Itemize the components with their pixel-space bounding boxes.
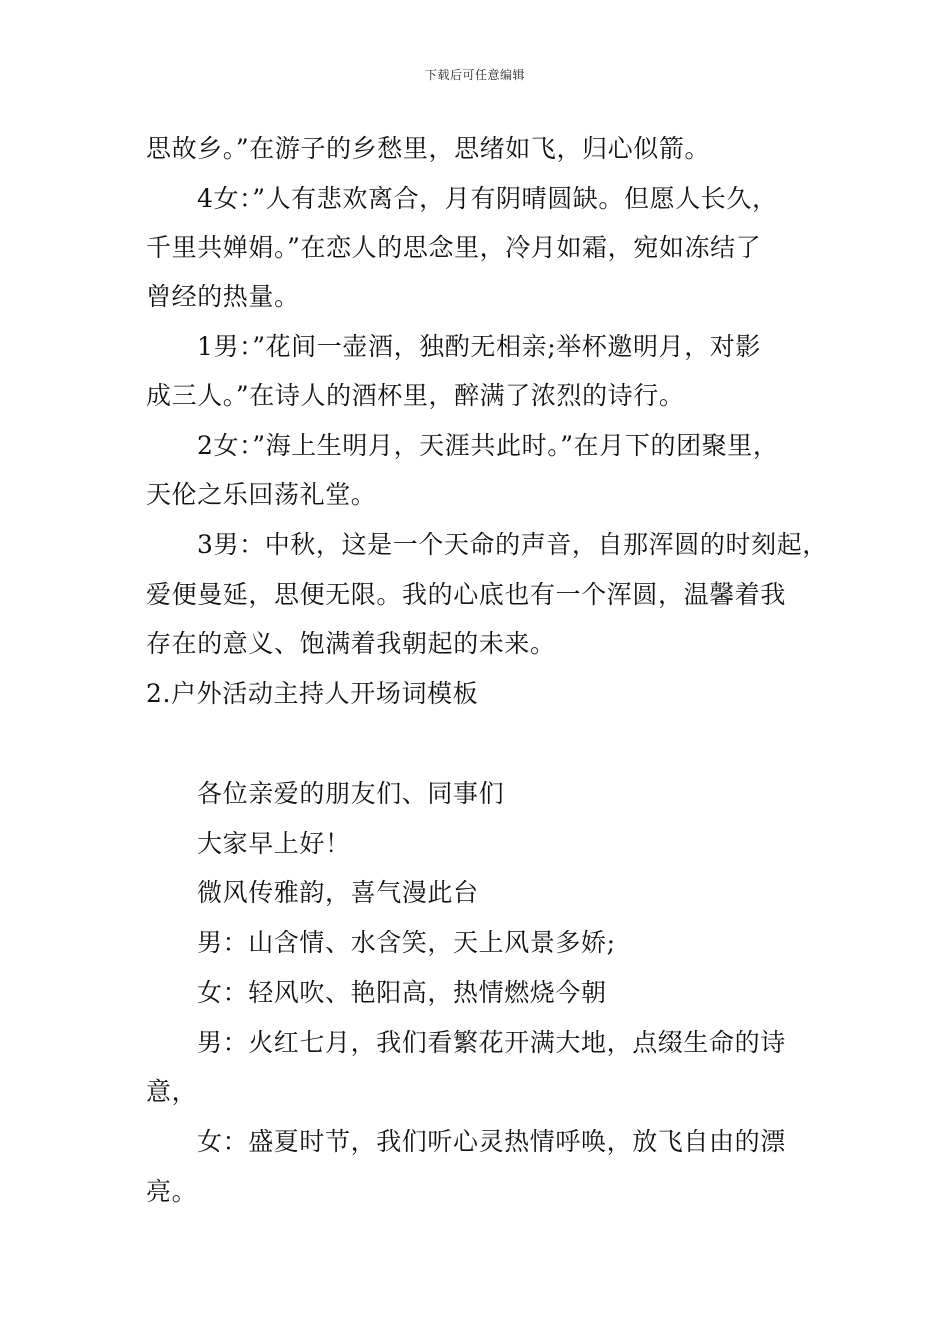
text-line: 千里共婵娟。”在恋人的思念里，冷月如霜，宛如冻结了 (146, 233, 762, 262)
text-line: 微风传雅韵，喜气漫此台 (197, 878, 479, 907)
text-line: 男：火红七月，我们看繁花开满大地，点缀生命的诗 (197, 1028, 786, 1057)
text-line: 大家早上好！ (197, 829, 351, 858)
text-line: 4女：”人有悲欢离合，月有阴晴圆缺。但愿人长久， (197, 184, 778, 213)
text-line: 3男：中秋，这是一个天命的声音，自那浑圆的时刻起， (197, 530, 828, 559)
text-line: 女：轻风吹、艳阳高，热情燃烧今朝 (197, 978, 607, 1007)
text-line: 天伦之乐回荡礼堂。 (146, 480, 377, 509)
text-line: 1男：”花间一壶酒，独酌无相亲;举杯邀明月，对影 (197, 332, 762, 361)
text-line: 2女：”海上生明月，天涯共此时。”在月下的团聚里， (197, 431, 779, 460)
text-line: 成三人。”在诗人的酒杯里，醉满了浓烈的诗行。 (146, 381, 685, 410)
text-line: 男：山含情、水含笑，天上风景多娇; (197, 928, 616, 957)
text-line: 曾经的热量。 (146, 282, 300, 311)
page-header-note: 下载后可任意编辑 (424, 68, 525, 82)
section-heading: 2.户外活动主持人开场词模板 (146, 679, 479, 708)
text-line: 思故乡。”在游子的乡愁里，思绪如飞，归心似箭。 (146, 134, 711, 163)
text-line: 存在的意义、饱满着我朝起的未来。 (146, 629, 556, 658)
text-line: 意， (146, 1077, 198, 1106)
text-line: 各位亲爱的朋友们、同事们 (197, 779, 505, 808)
text-line: 女：盛夏时节，我们听心灵热情呼唤，放飞自由的漂 (197, 1127, 786, 1156)
text-line: 爱便曼延，思便无限。我的心底也有一个浑圆，温馨着我 (146, 580, 787, 609)
text-line: 亮。 (146, 1177, 198, 1206)
